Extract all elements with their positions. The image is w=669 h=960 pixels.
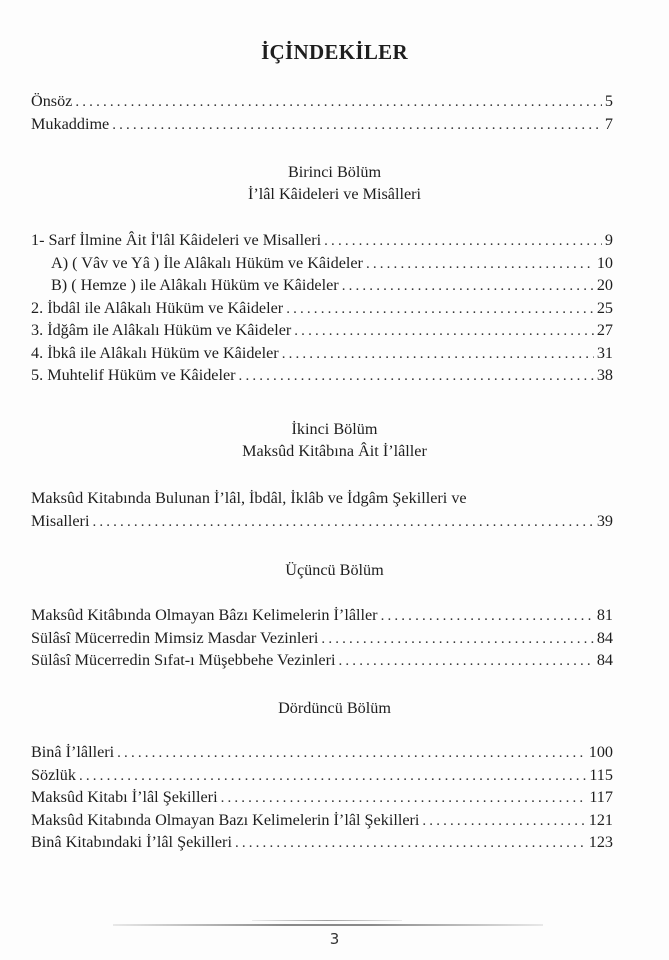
leader-dots	[239, 365, 594, 388]
toc-entry-label: Sülâsî Mücerredin Sıfat-ı Müşebbehe Vezinleri	[31, 651, 336, 669]
toc-entry-page: 38	[596, 366, 613, 384]
toc-entry[interactable]	[31, 274, 613, 297]
toc-entry-label: Sözlük	[31, 765, 76, 784]
toc-entry-page: 84	[596, 651, 613, 669]
leader-dots	[422, 810, 585, 833]
toc-entry-label: 3. İdğâm ile Alâkalı Hüküm ve Kâideler	[31, 321, 292, 339]
toc-entry-page: 5	[604, 92, 613, 110]
toc-entry-label: 5. Muhtelif Hüküm ve Kâideler	[31, 366, 236, 384]
leader-dots	[282, 343, 594, 366]
part-3-entries	[31, 604, 613, 672]
front-matter	[31, 90, 613, 135]
toc-entry[interactable]	[31, 319, 613, 342]
leader-dots	[342, 275, 594, 298]
leader-dots	[117, 742, 586, 765]
part-4-heading: Dördüncü Bölüm	[278, 699, 391, 717]
leader-dots	[294, 320, 594, 343]
toc-entry-label: Binâ İ’lâlleri	[31, 743, 115, 761]
part-4-entries	[31, 741, 613, 854]
leader-dots	[235, 832, 586, 855]
part-1-subheading: İ’lâl Kâideleri ve Misâlleri	[247, 185, 422, 203]
toc-entry[interactable]	[31, 604, 613, 627]
footer-rule-short	[252, 920, 402, 921]
toc-entry[interactable]	[31, 764, 613, 787]
toc-entry[interactable]	[31, 364, 613, 387]
part-2-subheading: Maksûd Kitâbına Âit İ’lâller	[242, 442, 427, 460]
toc-entry-mukaddime[interactable]	[31, 113, 613, 136]
toc-entry-label: 1- Sarf İlmine Âit İ'lâl Kâideleri ve Misalleri	[31, 231, 322, 249]
toc-entry-page: 10	[596, 253, 613, 272]
toc-entry[interactable]	[31, 786, 613, 809]
part-3-heading: Üçüncü Bölüm	[285, 561, 384, 579]
leader-dots	[324, 230, 602, 253]
toc-entry-page: 31	[596, 343, 613, 362]
leader-dots	[286, 298, 594, 321]
toc-entry-line-1	[31, 487, 613, 510]
toc-entry-label: Mukaddime	[31, 114, 110, 133]
page-title: İÇİNDEKİLER	[261, 40, 408, 64]
toc-entry-page: 9	[604, 231, 613, 249]
toc-entry-label: Binâ Kitabındaki İ’lâl Şekilleri	[31, 833, 232, 851]
toc-entry-page: 123	[588, 833, 613, 851]
toc-entry-label: B) ( Hemze ) ile Alâkalı Hüküm ve Kâideler	[51, 276, 339, 294]
leader-dots	[221, 787, 587, 810]
toc-entry-page: 84	[596, 628, 613, 647]
leader-dots	[75, 91, 602, 114]
toc-entry-label: Önsöz	[31, 92, 73, 110]
toc-entry-label: 4. İbkâ ile Alâkalı Hüküm ve Kâideler	[31, 343, 279, 362]
toc-entry-onsoz[interactable]	[31, 90, 613, 113]
leader-dots	[79, 765, 586, 788]
toc-entry-label: Maksûd Kitabı İ’lâl Şekilleri	[31, 788, 218, 806]
part-1-heading: Birinci Bölüm	[287, 163, 382, 181]
toc-entry-label: 2. İbdâl ile Alâkalı Hüküm ve Kâideler	[31, 298, 284, 317]
leader-dots	[112, 114, 602, 137]
toc-entry-page: 117	[589, 788, 613, 806]
toc-entry-label: Maksûd Kitabında Bulunan İ’lâl, İbdâl, İklâb ve İdgâm Şekilleri ve	[31, 489, 467, 507]
toc-entry-page: 7	[604, 114, 613, 133]
toc-entry-label: Misalleri	[31, 511, 90, 530]
toc-entry-page: 115	[589, 765, 613, 784]
toc-entry[interactable]	[31, 229, 613, 252]
toc-entry[interactable]	[31, 649, 613, 672]
toc-entry[interactable]	[31, 809, 613, 832]
part-2-heading: İkinci Bölüm	[291, 420, 378, 438]
toc-entry-label: A) ( Vâv ve Yâ ) İle Alâkalı Hüküm ve Kâideler	[51, 253, 363, 272]
part-2-entries	[31, 487, 613, 532]
page-number: 3	[329, 930, 340, 948]
toc-entry[interactable]	[31, 741, 613, 764]
toc-entry-label: Maksûd Kitabında Olmayan Bazı Kelimelerin İ’lâl Şekilleri	[31, 810, 420, 829]
toc-entry[interactable]	[31, 252, 613, 275]
toc-entry-label: Maksûd Kitâbında Olmayan Bâzı Kelimelerin İ’lâller	[31, 606, 378, 624]
toc-entry[interactable]	[31, 831, 613, 854]
toc-entry-page: 81	[596, 606, 613, 624]
toc-entry-page: 20	[596, 276, 613, 294]
leader-dots	[321, 628, 593, 651]
toc-entry-page: 121	[588, 810, 613, 829]
toc-entry[interactable]	[31, 342, 613, 365]
leader-dots	[366, 253, 594, 276]
part-1-entries	[31, 229, 613, 387]
leader-dots	[339, 650, 594, 673]
toc-entry-line-2	[31, 510, 613, 533]
toc-entry-page: 39	[596, 511, 613, 530]
toc-entry[interactable]	[31, 297, 613, 320]
toc-entry-page: 27	[596, 321, 613, 339]
toc-entry-page: 25	[596, 298, 613, 317]
toc-entry-multiline[interactable]	[31, 487, 613, 532]
toc-entry[interactable]	[31, 627, 613, 650]
leader-dots	[381, 605, 594, 628]
toc-entry-label: Sülâsî Mücerredin Mimsiz Masdar Vezinleri	[31, 628, 319, 647]
leader-dots	[92, 511, 593, 534]
footer-rule	[113, 924, 543, 926]
toc-entry-page: 100	[588, 743, 613, 761]
